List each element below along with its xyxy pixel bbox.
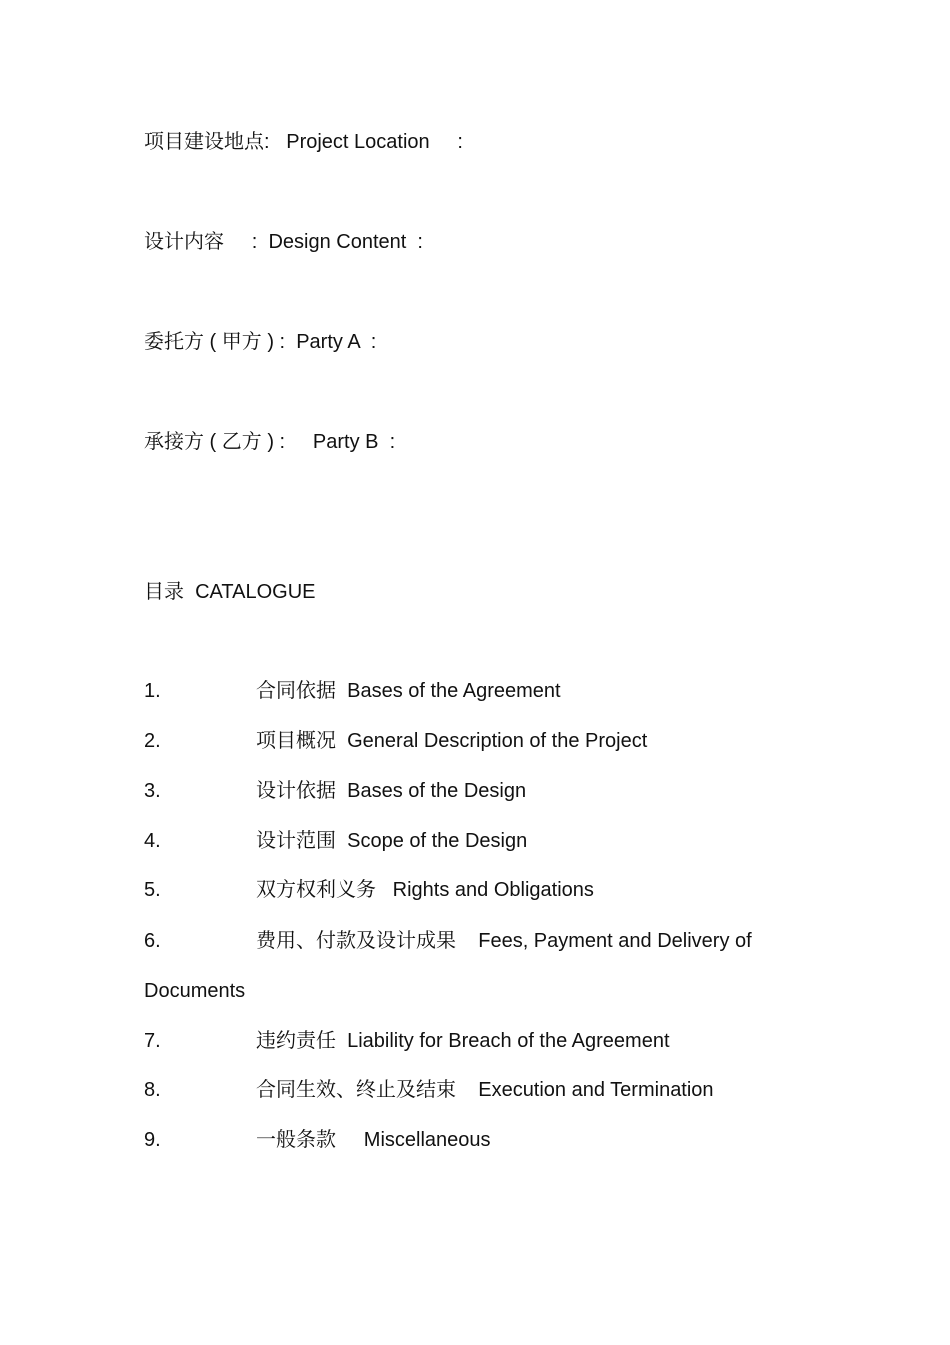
catalogue-item-number: 6. xyxy=(144,930,161,952)
catalogue-item-number: 8. xyxy=(144,1079,161,1101)
catalogue-item-title: 一般条款 Miscellaneous xyxy=(256,1129,491,1151)
catalogue-item-number: 9. xyxy=(144,1129,161,1151)
catalogue-item-title: 合同依据 Bases of the Agreement xyxy=(256,680,561,702)
catalogue-item-title: 设计依据 Bases of the Design xyxy=(256,780,527,802)
catalogue-item-title: 设计范围 Scope of the Design xyxy=(256,830,528,852)
catalogue-item-continuation: Documents xyxy=(144,980,246,1002)
field-party-b: 承接方 ( 乙方 ) : Party B : xyxy=(144,431,396,453)
catalogue-item-title: 项目概况 General Description of the Project xyxy=(256,730,648,752)
catalogue-item-number: 4. xyxy=(144,830,161,852)
catalogue-item-number: 7. xyxy=(144,1030,161,1052)
catalogue-item-title: 违约责任 Liability for Breach of the Agreement xyxy=(256,1030,670,1052)
field-project-location: 项目建设地点: Project Location : xyxy=(144,131,463,153)
field-party-a: 委托方 ( 甲方 ) : Party A : xyxy=(144,331,377,353)
catalogue-item-number: 5. xyxy=(144,879,161,901)
catalogue-item-title: 费用、付款及设计成果 Fees, Payment and Delivery of xyxy=(256,930,752,952)
catalogue-item-number: 3. xyxy=(144,780,161,802)
catalogue-item-number: 2. xyxy=(144,730,161,752)
catalogue-item-title: 合同生效、终止及结束 Execution and Termination xyxy=(256,1079,714,1101)
catalogue-item-number: 1. xyxy=(144,680,161,702)
field-design-content: 设计内容 : Design Content : xyxy=(144,231,423,253)
catalogue-item-title: 双方权利义务 Rights and Obligations xyxy=(256,879,594,901)
catalogue-heading: 目录 CATALOGUE xyxy=(144,581,316,603)
